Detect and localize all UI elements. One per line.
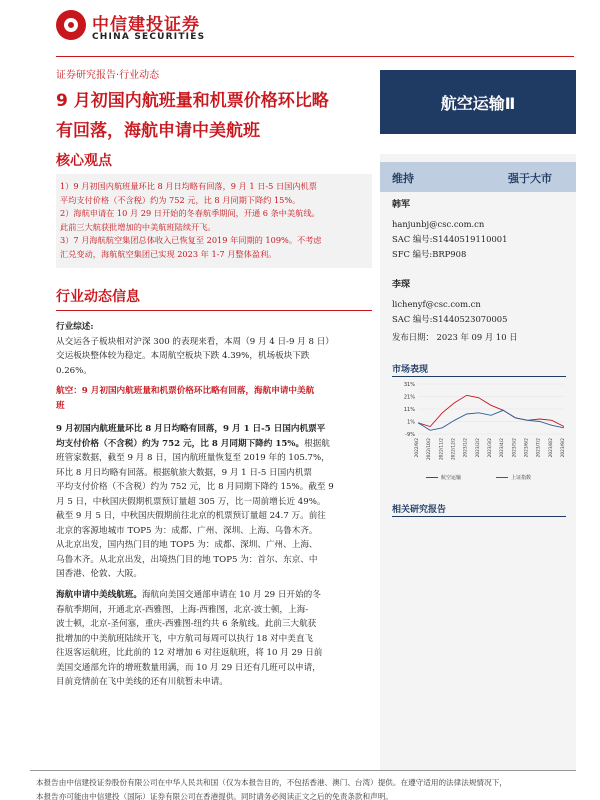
breadcrumb: 证券研究报告·行业动态 — [56, 70, 160, 81]
analyst-sac: SAC 编号:S1440523070005 — [392, 314, 508, 324]
rating-value: 强于大市 — [508, 172, 552, 185]
paragraph-hna — [56, 588, 372, 690]
chart-y-tick-label: 1% — [407, 419, 415, 426]
chart-x-tick-label: 2023/8/2 — [548, 438, 554, 458]
para-line: 春航季期间，开通北京-西雅图，上海-西雅图，北京-波士顿，上海- — [56, 604, 309, 615]
analyst-email: lichenyf@csc.com.cn — [392, 299, 481, 309]
chart-x-tick-label: 2022/12/2 — [451, 438, 457, 461]
para-line: 批增加的中美航班陆续开飞，中方航司每周可以执行 18 对中美直飞 — [56, 633, 314, 644]
chart-x-tick-label: 2023/5/2 — [512, 438, 518, 458]
page-title — [56, 86, 372, 146]
core-point-line: 平均支付价格（不含税）约为 752 元，比 8 月同期下降约 15%。 — [60, 194, 301, 205]
chart-y-tick-label: -9% — [405, 432, 415, 438]
core-point-line: 此前三大航获批增加的中美航班陆续开飞。 — [60, 221, 216, 232]
para-line: 国香港、伦敦、大阪。 — [56, 569, 142, 579]
rating-action: 维持 — [392, 172, 414, 185]
summary-line: 从交运各子板块相对沪深 300 的表现来看，本周（9 月 4 日-9 月 8 日） — [56, 336, 334, 347]
chart-series-line — [418, 410, 564, 430]
core-point-line: 2）海航申请在 10 月 29 日开始的冬春航季期间，开通 6 条中美航线。 — [60, 208, 320, 218]
chart-legend-label: 上证指数 — [511, 475, 532, 481]
company-logo — [56, 8, 216, 48]
chart-x-tick-label: 2023/9/2 — [561, 438, 566, 458]
footer-divider — [30, 770, 576, 771]
chart-x-tick-label: 2022/10/2 — [427, 438, 433, 461]
chart-x-tick-label: 2023/2/2 — [475, 438, 481, 458]
core-point-line: 3）7 月海航航空集团总体收入已恢复至 2019 年同期的 109%。不考虑 — [60, 235, 322, 245]
section-title-line: 班 — [56, 400, 65, 411]
para-bold-line-2 — [56, 437, 372, 452]
para-line: 平均支付价格（不含税）约为 752 元，比 8 月同期下降约 15%。截至 9 — [56, 482, 334, 492]
analyst-1 — [392, 198, 507, 262]
logo-text-en: CHINA SECURITIES — [92, 32, 206, 42]
para-line: 北京的客源地城市 TOP5 为：成都、广州、深圳、上海、乌鲁木齐。 — [56, 525, 318, 536]
core-point-line: 1）9 月初国内航班量环比 8 月日均略有回落，9 月 1 日-5 日国内机票 — [60, 181, 317, 191]
para-bold-line: 9 月初国内航班量环比 8 月日均略有回落，9 月 1 日-5 日国内机票平 — [56, 424, 326, 434]
analyst-email: hanjunbj@csc.com.cn — [392, 219, 485, 229]
para-fragment: 海航向美国交通部申请在 10 月 29 日开始的冬 — [141, 590, 321, 600]
para-line: 波士顿，北京-圣何塞，重庆-西雅图-纽约共 6 条航线。此前三大航获 — [56, 619, 317, 629]
chart-x-tick-label: 2023/6/2 — [524, 438, 530, 458]
core-points-box — [56, 174, 372, 268]
para-line: 美国交通部允许的增班数量用满，而 10 月 29 日还有几班可以申请， — [56, 662, 321, 673]
chart-x-tick-label: 2022/9/2 — [415, 438, 420, 458]
market-performance-chart — [392, 378, 570, 484]
para-first-line — [56, 588, 372, 603]
title-line-2: 有回落，海航申请中美航班 — [56, 121, 260, 141]
para-bold-fragment: 均支付价格（不含税）约为 752 元，比 8 月同期下降约 15%。 — [56, 438, 305, 449]
chart-x-tick-label: 2023/1/2 — [463, 438, 469, 458]
logo-text-cn: 中信建投证券 — [92, 15, 200, 35]
publish-date: 发布日期： 2023 年 09 月 10 日 — [392, 332, 518, 342]
disclaimer-line: 本报告亦可能由中信建投（国际）证券有限公司在香港提供。同时请务必阅读正文之后的免责条款和声明。 — [36, 792, 393, 800]
title-line-1: 9 月初国内航班量和机票价格环比略 — [56, 91, 329, 111]
chart-x-tick-label: 2023/7/2 — [536, 438, 542, 458]
chart-x-tick-label: 2023/3/2 — [488, 438, 493, 458]
market-performance-title: 市场表现 — [392, 365, 429, 375]
para-line: 目前竞情前在飞中美线的还有川航暂未申请。 — [56, 677, 228, 687]
para-line: 乌鲁木齐。从北京出发，出境热门目的地 TOP5 为：首尔、东京、中 — [56, 554, 318, 565]
disclaimer-line: 本报告由中信建投证券股份有限公司在中华人民共和国（仅为本报告目的，不包括香港、澳门、台湾）提供。在遵守适用的法律法规情况下， — [36, 778, 507, 787]
sector-label: 航空运输Ⅱ — [440, 93, 516, 113]
market-divider — [392, 376, 566, 377]
analyst-name: 韩军 — [392, 200, 411, 210]
chart-y-tick-label: 21% — [403, 394, 415, 401]
logo-emblem-icon — [56, 10, 86, 40]
chart-legend-label: 航空运输 — [441, 475, 462, 481]
header-divider — [56, 56, 574, 57]
analyst-2 — [392, 278, 507, 327]
disclaimer — [36, 776, 576, 800]
industry-heading: 行业动态信息 — [56, 289, 140, 305]
sector-banner — [380, 70, 576, 134]
industry-divider — [56, 310, 372, 311]
chart-x-tick-label: 2022/11/2 — [439, 438, 445, 461]
para-line: 截至 9 月 5 日，中秋国庆假期前往北京的机票预订量超 24.7 万。前往 — [56, 511, 326, 521]
para-bold-fragment: 海航申请中美线航班。 — [56, 590, 142, 600]
para-line: 月 5 日，中秋国庆假期机票预订量超 305 万，比一周前增长近 49%。 — [56, 496, 326, 507]
summary-block — [56, 320, 372, 378]
para-line: 从北京出发，国内热门目的地 TOP5 为：成都、深圳、广州、上海、 — [56, 540, 318, 550]
core-point-line: 汇兑变动，海航航空集团已实现 2023 年 1-7 月整体盈利。 — [60, 248, 277, 259]
section-aviation-title — [56, 384, 372, 413]
analyst-sfc: SFC 编号:BRP908 — [392, 249, 467, 259]
para-line: 班管家数据，截至 9 月 8 日，国内航班量恢复至 2019 年的 105.7%， — [56, 453, 330, 463]
summary-line: 0.26%。 — [56, 365, 92, 376]
chart-x-tick-label: 2023/4/2 — [500, 438, 506, 458]
para-fragment: 根据航 — [304, 438, 330, 449]
summary-label: 行业综述: — [56, 322, 94, 332]
core-heading: 核心观点 — [56, 153, 112, 169]
chart-y-tick-label: 11% — [403, 407, 415, 413]
para-line: 环比 8 月日均略有回落。根据航旅大数据，9 月 1 日-5 日国内机票 — [56, 467, 313, 478]
related-divider — [392, 516, 566, 517]
summary-line: 交运板块整体较为稳定。本周航空板块下跌 4.39%，机场板块下跌 — [56, 351, 310, 361]
section-title-line: 航空：9 月初国内航班量和机票价格环比略有回落，海航申请中美航 — [56, 386, 315, 396]
chart-y-tick-label: 31% — [403, 382, 415, 388]
analyst-name: 李琛 — [392, 280, 411, 290]
related-reports-title: 相关研究报告 — [392, 505, 447, 515]
para-line: 往返客运航班，比此前的 12 对增加 6 对往返航班，将 10 月 29 日前 — [56, 648, 323, 658]
analyst-sac: SAC 编号:S1440519110001 — [392, 234, 508, 244]
paragraph-flights — [56, 422, 372, 582]
